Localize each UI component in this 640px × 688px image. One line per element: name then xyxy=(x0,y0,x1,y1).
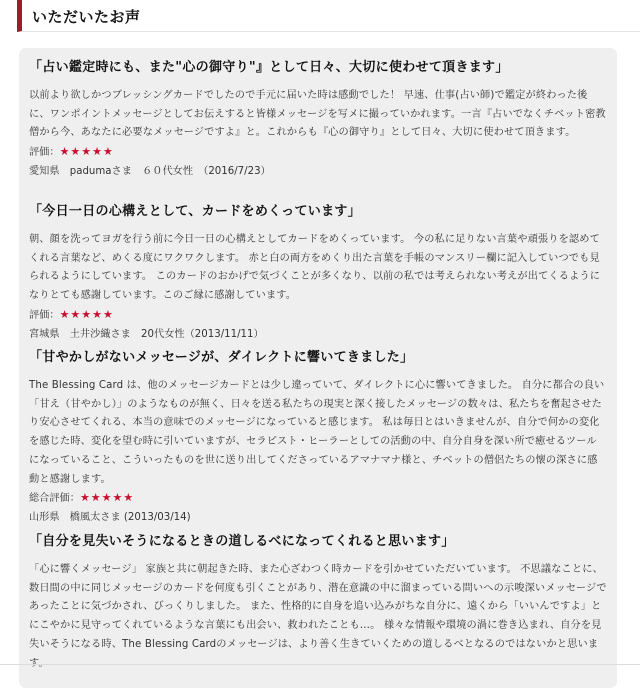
testimonial-body: 以前より欲しかつブレッシングカードでしたので手元に届いた時は感動でした！ 早速、仕事(占い師)で鑑定が終わった後に、ワンポイントメッセージとしてお伝えすると皆様メッセージを写メに撮っていかれます。一言『占いでなくチベット密教僧から今、あなたに必要なメッセージですよ』と。これからも『心の御守り』として日々、大切に使わせて頂きます。 xyxy=(29,90,606,139)
testimonials-panel xyxy=(19,48,617,688)
star-rating-icon: ★★★★★ xyxy=(59,145,114,159)
rating-label: 総合評価： xyxy=(29,493,80,505)
testimonial-body: 「心に響くメッセージ」 家族と共に朝起きた時、また心ざわつく時カードを引かせていただいています。 不思議なことに、数日間の中に同じメッセージのカードを何度も引くことがあり、潜在意識の中に溜まっている問いへの示唆深いメッセージであったことに気づかされ、びっくりしました。 また、性格的に自身を追い込みがちな自分に、遠くから「いいんですよ」とにこやかに見守ってくれているような言葉にも出会い、救われたことも…。 様々な情報や環境の渦に巻き込まれ、自分を見失いそうになる時、The Blessing Cardのメッセージは、より善く生きていくための道しるべとなるのではないかと思いま xyxy=(29,564,607,650)
testimonial-title: 「占い鑑定時にも、また"心の御守り"』として日々、大切に使わせて頂きます」 xyxy=(29,60,509,75)
testimonial-author: 愛知県 padumaさま ６０代女性 （2016/7/23） xyxy=(29,166,271,178)
testimonial-body: 朝、顔を洗ってヨガを行う前に今日一日の心構えとしてカードをめくっています。 今の私に足りない言葉や頑張りを認めてくれる言葉など、めくる度にワクワクします。 赤と白の両方をめくり出た言葉を手帳のマンスリー欄に記入していつでも見られるようにしています。 このカードのおかげで気づくことが多くなり、以前の私では考えられない考えが出てくるようになりとても感謝しています。このご縁に感謝しています。 xyxy=(29,234,601,302)
testimonial-author: 宮城県 土井沙織さま 20代女性（2013/11/11） xyxy=(29,328,264,340)
testimonial-3 xyxy=(29,348,607,527)
star-rating-icon: ★★★★★ xyxy=(59,307,114,321)
testimonial-rating xyxy=(29,489,607,507)
testimonial-title: 「今日一日の心構えとして、カードをめくっています」 xyxy=(29,204,361,219)
testimonial-1 xyxy=(29,58,607,181)
testimonial-rating xyxy=(29,143,607,161)
testimonial-4 xyxy=(29,532,607,673)
testimonial-body: The Blessing Card は、他のメッセージカードとは少し違っていて、ダイレクトに心に響いてきました。 自分に都合の良い「甘え（甘やかし）」のようなものが無く、日々を送る私たちの現実と深く接したメッセージの数々は、私たちを奮起させたり安心させてくれる、本当の意味でのメッセージになっていると感じます。 私は毎日とはいきませんが、自分で何かの変化を感じた時、変化を望む時に引いていますが、セラピスト・ヒーラーとしての活動の中、自分自身を深い所で癒せるツールになっていること、こういったものを世に送り出してくださっているアマナマナ様と、チベットの僧侶たちの懐の深さに感動と感謝します。 xyxy=(29,380,605,485)
testimonial-2 xyxy=(29,202,607,344)
star-rating-icon: ★★★★★ xyxy=(79,491,135,505)
testimonial-rating xyxy=(29,306,607,324)
section-header xyxy=(17,0,640,32)
page-title: いただいたお声 xyxy=(32,8,141,26)
testimonial-title: 「甘やかしがないメッセージが、ダイレクトに響いてきました」 xyxy=(29,350,414,365)
testimonial-author: 山形県 橋風太さま (2013/03/14) xyxy=(29,512,191,524)
divider xyxy=(0,664,640,665)
rating-label: 評価： xyxy=(29,309,60,321)
rating-label: 評価： xyxy=(29,147,60,159)
testimonial-title: 「自分を見失いそうになるときの道しるべになってくれると思います」 xyxy=(29,534,455,549)
